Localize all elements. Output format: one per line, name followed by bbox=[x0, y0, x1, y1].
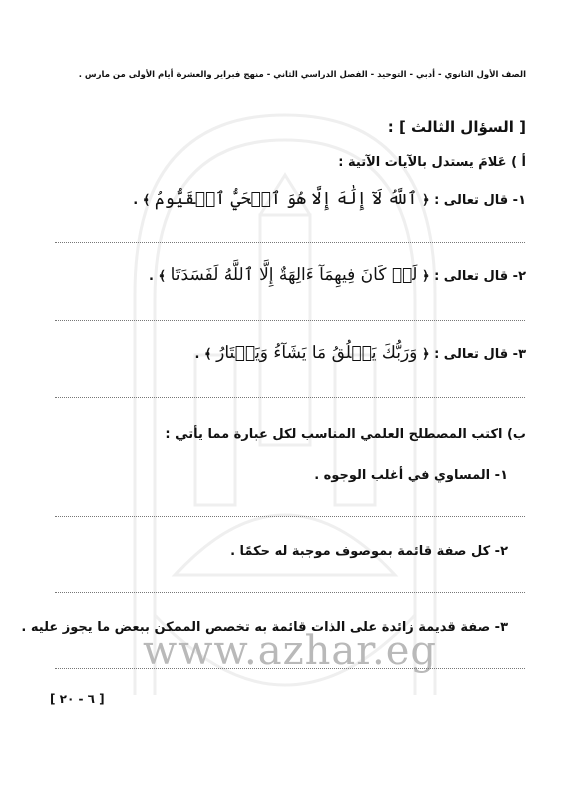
watermark-url: www.azhar.eg bbox=[143, 628, 437, 674]
verse-suffix: ﴾ . bbox=[148, 269, 167, 284]
part-a-item-1 bbox=[133, 188, 526, 209]
page-number: [ ٦ - ٢٠ ] bbox=[50, 692, 105, 706]
part-a-item-3 bbox=[195, 343, 526, 363]
answer-line bbox=[55, 668, 525, 669]
verse-suffix: ﴾ . bbox=[194, 347, 212, 362]
quran-verse: لَوۡ كَانَ فِيهِمَآ ءَالِهَةٌ إِلَّا ٱللَّهُ لَفَسَدَتَا bbox=[170, 265, 418, 285]
quran-verse: ٱللَّهُ لَآ إِلَٰهَ إِلَّا هُوَ ٱلۡحَيُّ ٱلۡقَيُّومُ bbox=[154, 189, 418, 209]
part-b-item-2: ٢- كل صفة قائمة بموصوف موجبة له حكمًا . bbox=[230, 544, 508, 559]
quran-verse: وَرَبُّكَ يَخۡلُقُ مَا يَشَآءُ وَيَخۡتَارُ bbox=[216, 343, 418, 363]
page-header: الصف الأول الثانوي - أدبي - التوحيد - الفصل الدراسي الثاني - منهج فبراير والعشرة أيام الأولى من مارس . bbox=[78, 70, 526, 80]
verse-prefix: ١- قال تعالى : ﴿ bbox=[421, 193, 526, 208]
part-a-title: أ ) عَلامَ يستدل بالآيات الآتية : bbox=[338, 155, 526, 170]
verse-prefix: ٣- قال تعالى : ﴿ bbox=[421, 347, 526, 362]
part-a-item-2 bbox=[149, 264, 526, 285]
verse-suffix: ﴾ . bbox=[133, 193, 151, 208]
verse-prefix: ٢- قال تعالى : ﴿ bbox=[421, 269, 526, 284]
part-b-item-3: ٣- صفة قديمة زائدة على الذات قائمة به تخصص الممكن ببعض ما يجوز عليه . bbox=[21, 620, 508, 635]
answer-line bbox=[55, 320, 525, 321]
answer-line bbox=[55, 592, 525, 593]
question-title: [ السؤال الثالث ] : bbox=[387, 118, 526, 136]
part-b-title: ب) اكتب المصطلح العلمي المناسب لكل عبارة مما يأتي : bbox=[165, 427, 526, 442]
answer-line bbox=[55, 516, 525, 517]
part-b-item-1: ١- المساوي في أغلب الوجوه . bbox=[314, 468, 508, 483]
answer-line bbox=[55, 397, 525, 398]
answer-line bbox=[55, 242, 525, 243]
